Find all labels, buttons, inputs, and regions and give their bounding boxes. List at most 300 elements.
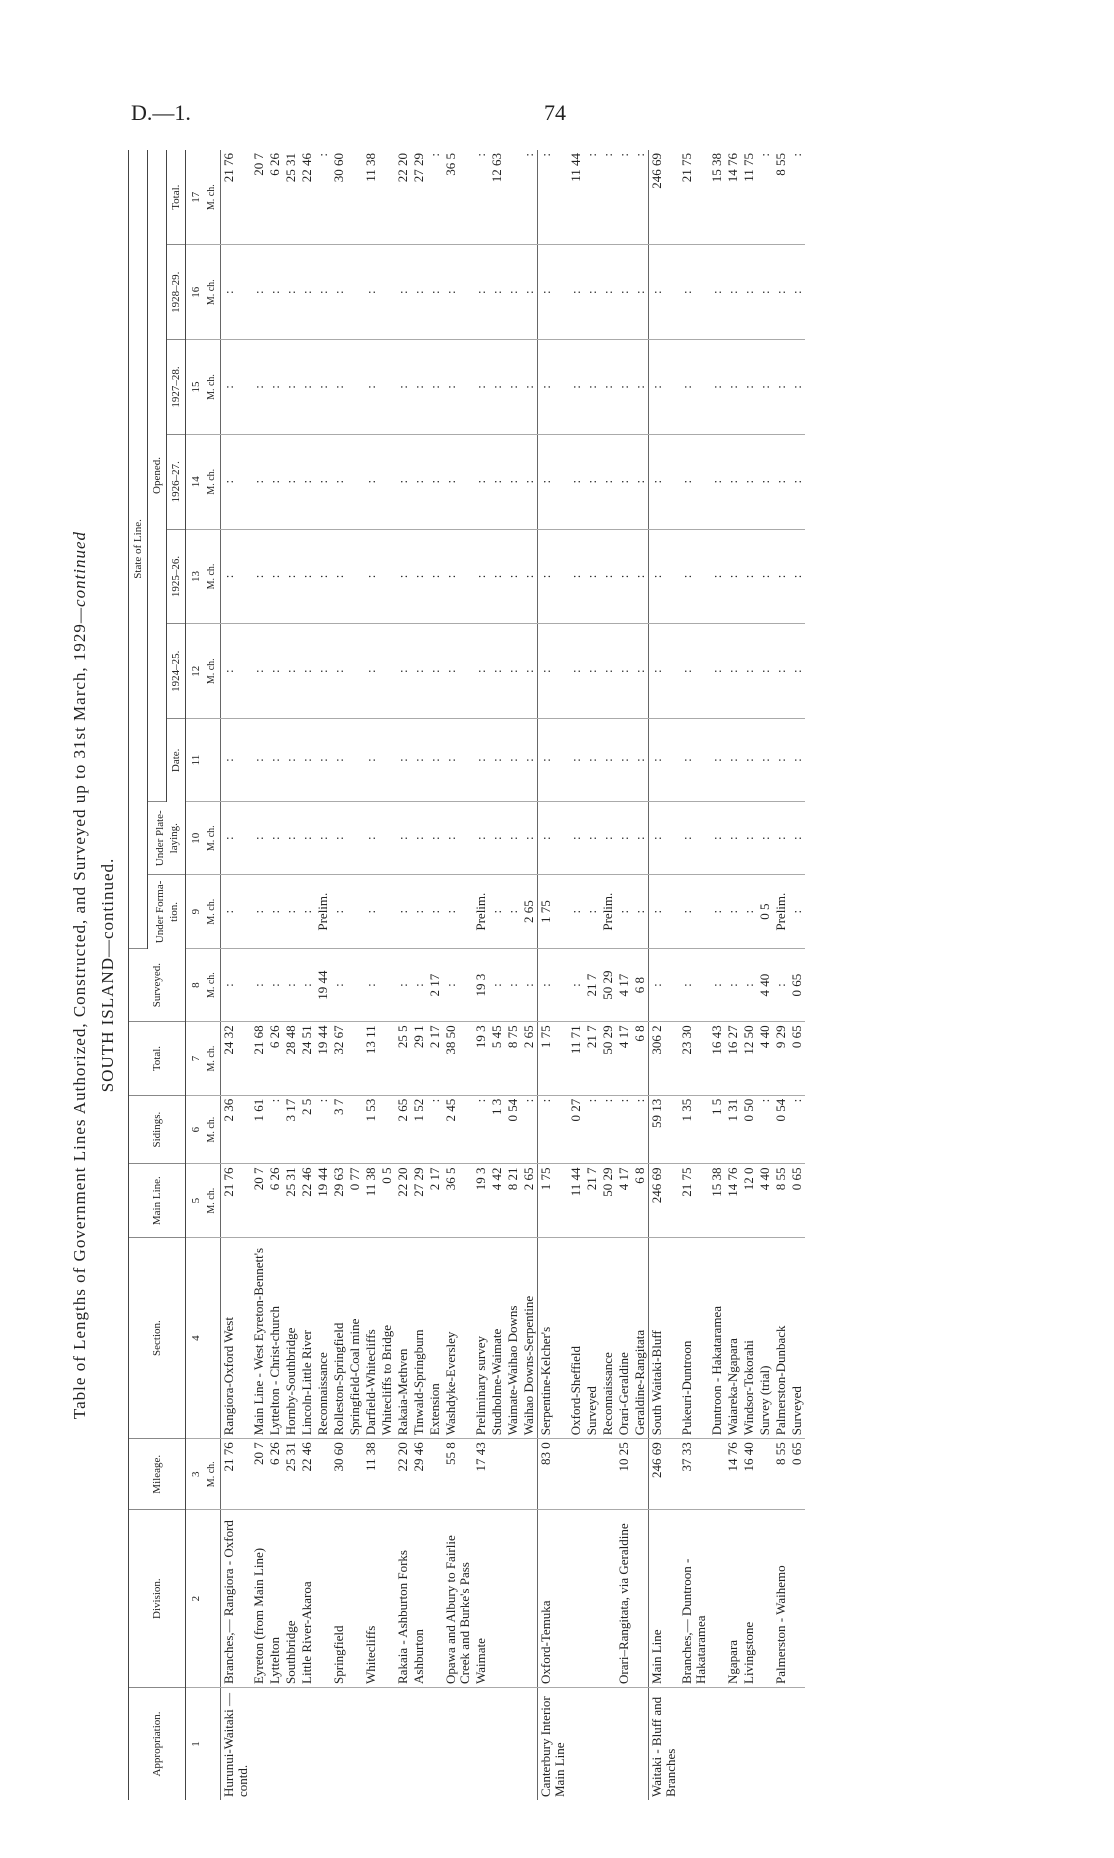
cell-under-formation: 2 65 [521,875,538,948]
header-total: Total. [129,1022,186,1095]
cell-under-platelaying: : [443,802,473,875]
cell-opened-total: 21 76 [221,150,252,245]
cell-main-line: 22 20 [395,1164,411,1237]
cell-main-line: 12 0 [741,1164,757,1237]
cell-section: Main Line - West Eyreton-Bennett's [251,1237,267,1438]
cell-y1924: : [267,624,283,719]
cell-main-line: 6 26 [267,1164,283,1237]
cell-appropriation [427,1687,443,1800]
cell-under-formation: : [649,875,680,948]
units-row [204,150,221,1800]
cell-under-platelaying: : [473,802,489,875]
cell-total: 2 17 [427,1022,443,1095]
cell-under-formation: : [789,875,805,948]
table-row [299,150,315,1800]
cell-mileage: 20 7 [251,1439,267,1510]
cell-sidings: : [267,1095,283,1164]
cell-mileage: 22 20 [395,1439,411,1510]
unit-label: M. ch. [204,529,221,624]
cell-division: Waimate [473,1510,489,1688]
cell-y1928: : [489,245,505,340]
cell-date: : [395,719,411,802]
cell-y1927: : [584,340,600,435]
cell-y1925: : [616,529,632,624]
cell-date: : [600,719,616,802]
cell-surveyed: 0 65 [789,948,805,1021]
cell-y1927: : [616,340,632,435]
column-number: 12 [186,624,205,719]
cell-y1924: : [584,624,600,719]
column-number: 7 [186,1022,205,1095]
cell-total: 4 17 [616,1022,632,1095]
table-row [632,150,649,1800]
cell-y1925: : [473,529,489,624]
header-under-formation: Under Forma-tion. [148,875,186,948]
cell-date: : [267,719,283,802]
cell-date: : [505,719,521,802]
cell-mileage [315,1439,331,1510]
cell-opened-total: 6 26 [267,150,283,245]
cell-division: Livingstone [741,1510,757,1688]
cell-under-platelaying: : [773,802,789,875]
cell-under-formation: : [616,875,632,948]
cell-y1924: : [427,624,443,719]
cell-y1924: : [411,624,427,719]
cell-under-formation: Prelim. [473,875,489,948]
cell-sidings: 2 65 [395,1095,411,1164]
cell-total: 21 7 [584,1022,600,1095]
cell-y1926: : [473,434,489,529]
cell-opened-total: 21 75 [679,150,709,245]
cell-date: : [568,719,584,802]
cell-opened-total: : [538,150,569,245]
table-row [538,150,569,1800]
cell-appropriation [773,1687,789,1800]
cell-date: : [299,719,315,802]
cell-appropriation [331,1687,347,1800]
header-year-1927: 1927–28. [167,340,186,435]
cell-under-platelaying: : [679,802,709,875]
cell-mileage: 8 55 [773,1439,789,1510]
table-row [489,150,505,1800]
column-number: 11 [186,719,205,802]
cell-under-platelaying: : [411,802,427,875]
cell-division: Oxford-Temuka [538,1510,569,1688]
cell-main-line: 19 3 [473,1164,489,1237]
table-row [725,150,741,1800]
cell-under-platelaying: : [568,802,584,875]
cell-date: : [221,719,252,802]
document-reference: D.—1. [131,100,191,125]
cell-y1924: : [789,624,805,719]
cell-opened-total: : [600,150,616,245]
cell-appropriation [299,1687,315,1800]
cell-y1927: : [679,340,709,435]
header-mileage: Mileage. [129,1439,186,1510]
cell-total: 306 2 [649,1022,680,1095]
cell-mileage [600,1439,616,1510]
cell-y1927: : [521,340,538,435]
cell-total: 16 43 [709,1022,725,1095]
table-row [649,150,680,1800]
cell-date: : [427,719,443,802]
cell-y1926: : [489,434,505,529]
cell-y1927: : [251,340,267,435]
cell-y1926: : [568,434,584,529]
cell-date [379,719,395,802]
unit-label: M. ch. [204,875,221,948]
cell-sidings: : [789,1095,805,1164]
header-opened: Opened. [148,150,167,802]
cell-under-platelaying: : [331,802,347,875]
cell-section: Rolleston-Springfield [331,1237,347,1438]
table-row [773,150,789,1800]
cell-y1927: : [649,340,680,435]
cell-date: : [251,719,267,802]
cell-mileage: 6 26 [267,1439,283,1510]
cell-y1925: : [443,529,473,624]
cell-mileage: 55 8 [443,1439,473,1510]
cell-mileage [505,1439,521,1510]
cell-sidings: 2 36 [221,1095,252,1164]
cell-y1928: : [299,245,315,340]
cell-y1924: : [757,624,773,719]
cell-division [427,1510,443,1688]
cell-surveyed: 21 7 [584,948,600,1021]
cell-section: South Waitaki-Bluff [649,1237,680,1438]
cell-y1927: : [283,340,299,435]
cell-mileage: 14 76 [725,1439,741,1510]
cell-total: 2 65 [521,1022,538,1095]
cell-division [521,1510,538,1688]
cell-opened-total: : [616,150,632,245]
cell-opened-total: : [632,150,649,245]
table-row [741,150,757,1800]
cell-division: Ngapara [725,1510,741,1688]
cell-sidings: 0 50 [741,1095,757,1164]
cell-y1924: : [283,624,299,719]
cell-section: Pukeuri-Duntroon [679,1237,709,1438]
cell-section: Orari-Geraldine [616,1237,632,1438]
cell-mileage: 16 40 [741,1439,757,1510]
cell-y1927: : [267,340,283,435]
cell-section: Waihao Downs-Serpentine [521,1237,538,1438]
cell-section: Oxford-Sheffield [568,1237,584,1438]
table-row [789,150,805,1800]
cell-under-formation: 0 5 [757,875,773,948]
header-state-of-line: State of Line. [129,150,148,948]
cell-total: 25 5 [395,1022,411,1095]
header-division: Division. [129,1510,186,1688]
cell-opened-total: : [427,150,443,245]
cell-total: 24 51 [299,1022,315,1095]
header-appropriation: Appropriation. [129,1687,186,1800]
cell-y1927: : [632,340,649,435]
table-row [427,150,443,1800]
cell-y1926: : [632,434,649,529]
header-opened-total: Total. [167,150,186,245]
cell-y1926: : [725,434,741,529]
cell-main-line: 4 42 [489,1164,505,1237]
cell-appropriation [363,1687,379,1800]
cell-y1925: : [649,529,680,624]
table-row [411,150,427,1800]
cell-y1924 [347,624,363,719]
cell-section: Surveyed [584,1237,600,1438]
unit-label: M. ch. [204,802,221,875]
cell-y1925: : [757,529,773,624]
cell-sidings: 1 31 [725,1095,741,1164]
cell-y1926: : [789,434,805,529]
cell-main-line: 11 38 [363,1164,379,1237]
cell-sidings: : [473,1095,489,1164]
cell-y1924: : [473,624,489,719]
column-number: 17 [186,150,205,245]
cell-y1925 [347,529,363,624]
cell-y1924: : [538,624,569,719]
page-number: 74 [544,100,566,125]
cell-under-platelaying: : [757,802,773,875]
table-body [186,150,806,1800]
cell-surveyed: : [649,948,680,1021]
cell-y1928: : [709,245,725,340]
cell-y1926: : [584,434,600,529]
cell-y1928: : [395,245,411,340]
cell-under-platelaying: : [283,802,299,875]
cell-mileage [757,1439,773,1510]
cell-under-platelaying [347,802,363,875]
column-number: 5 [186,1164,205,1237]
cell-section: Serpentine-Kelcher's [538,1237,569,1438]
cell-date: : [679,719,709,802]
cell-opened-total: 22 46 [299,150,315,245]
cell-surveyed: 19 44 [315,948,331,1021]
cell-under-formation: : [632,875,649,948]
cell-y1928: : [473,245,489,340]
cell-main-line: 11 44 [568,1164,584,1237]
cell-surveyed: : [411,948,427,1021]
cell-under-formation [379,875,395,948]
cell-y1925: : [584,529,600,624]
cell-y1926: : [443,434,473,529]
cell-date: : [538,719,569,802]
cell-main-line: 19 44 [315,1164,331,1237]
cell-y1926: : [600,434,616,529]
cell-sidings: 0 54 [505,1095,521,1164]
cell-sidings: : [427,1095,443,1164]
cell-y1924: : [443,624,473,719]
cell-y1924: : [741,624,757,719]
cell-y1925: : [299,529,315,624]
cell-y1926: : [251,434,267,529]
cell-opened-total: 14 76 [725,150,741,245]
cell-main-line: 50 29 [600,1164,616,1237]
cell-y1928: : [363,245,379,340]
cell-y1926: : [709,434,725,529]
cell-sidings: 1 52 [411,1095,427,1164]
cell-section: Preliminary survey [473,1237,489,1438]
cell-mileage: 10 25 [616,1439,632,1510]
cell-appropriation [251,1687,267,1800]
table-row [347,150,363,1800]
cell-opened-total: 25 31 [283,150,299,245]
cell-section: Springfield-Coal mine [347,1237,363,1438]
cell-date: : [632,719,649,802]
column-number: 10 [186,802,205,875]
cell-y1924: : [221,624,252,719]
cell-date: : [489,719,505,802]
cell-main-line: 4 40 [757,1164,773,1237]
cell-y1924: : [725,624,741,719]
table-row [395,150,411,1800]
cell-surveyed: : [505,948,521,1021]
cell-sidings: : [632,1095,649,1164]
cell-sidings: : [521,1095,538,1164]
cell-total: 9 29 [773,1022,789,1095]
cell-under-formation: : [427,875,443,948]
cell-under-formation: : [709,875,725,948]
cell-section: Waimate-Waihao Downs [505,1237,521,1438]
cell-total: 4 40 [757,1022,773,1095]
column-number: 13 [186,529,205,624]
cell-y1925: : [789,529,805,624]
cell-y1928: : [331,245,347,340]
cell-appropriation [505,1687,521,1800]
cell-y1927: : [489,340,505,435]
cell-date: : [616,719,632,802]
cell-date: : [709,719,725,802]
cell-y1924: : [395,624,411,719]
cell-y1928: : [568,245,584,340]
cell-division [347,1510,363,1688]
cell-y1925: : [505,529,521,624]
cell-division: Branches,— Duntroon - Hakataramea [679,1510,709,1688]
cell-y1925: : [411,529,427,624]
cell-y1927: : [789,340,805,435]
cell-surveyed: 2 17 [427,948,443,1021]
cell-surveyed: : [568,948,584,1021]
cell-under-platelaying: : [299,802,315,875]
table-row [505,150,521,1800]
cell-date: : [789,719,805,802]
cell-opened-total: 30 60 [331,150,347,245]
header-main-line: Main Line. [129,1164,186,1237]
table-row [379,150,395,1800]
cell-y1928: : [267,245,283,340]
cell-under-formation: : [411,875,427,948]
rotated-table-page [50,150,1050,1800]
cell-appropriation [600,1687,616,1800]
cell-main-line: 36 5 [443,1164,473,1237]
cell-total: 13 11 [363,1022,379,1095]
cell-division [584,1510,600,1688]
cell-y1924: : [568,624,584,719]
cell-under-formation: : [363,875,379,948]
cell-section: Windsor-Tokorahi [741,1237,757,1438]
table-row [568,150,584,1800]
cell-y1928: : [505,245,521,340]
cell-y1924 [379,624,395,719]
cell-opened-total: 11 75 [741,150,757,245]
cell-sidings: : [584,1095,600,1164]
cell-under-platelaying: : [616,802,632,875]
cell-surveyed: 19 3 [473,948,489,1021]
cell-division: Whitecliffs [363,1510,379,1688]
cell-section: Studholme-Waimate [489,1237,505,1438]
cell-opened-total: 12 63 [489,150,505,245]
table-title [70,150,90,1800]
cell-mileage: 11 38 [363,1439,379,1510]
cell-section: Reconnaissance [600,1237,616,1438]
cell-total: 24 32 [221,1022,252,1095]
table-row [331,150,347,1800]
cell-opened-total: 8 55 [773,150,789,245]
cell-y1928: : [789,245,805,340]
cell-appropriation [568,1687,584,1800]
cell-mileage: 25 31 [283,1439,299,1510]
cell-date: : [331,719,347,802]
cell-y1927: : [757,340,773,435]
cell-main-line: 25 31 [283,1164,299,1237]
cell-division [709,1510,725,1688]
cell-y1926: : [741,434,757,529]
header-year-1926: 1926–27. [167,434,186,529]
cell-y1925: : [538,529,569,624]
cell-section: Survey (trial) [757,1237,773,1438]
cell-appropriation [283,1687,299,1800]
cell-sidings: : [757,1095,773,1164]
cell-date: : [773,719,789,802]
cell-date: : [363,719,379,802]
cell-section: Washdyke-Eversley [443,1237,473,1438]
column-number: 16 [186,245,205,340]
cell-total: 0 65 [789,1022,805,1095]
column-number: 6 [186,1095,205,1164]
cell-y1925: : [709,529,725,624]
cell-appropriation [679,1687,709,1800]
cell-opened-total: : [315,150,331,245]
cell-division: Ashburton [411,1510,427,1688]
cell-y1925 [379,529,395,624]
cell-surveyed: : [679,948,709,1021]
cell-main-line: 0 77 [347,1164,363,1237]
table-title-main: Table of Lengths of Government Lines Authorized, Constructed, and Surveyed up to 31st March, 1929 [70,623,89,1420]
cell-opened-total: 246 69 [649,150,680,245]
cell-surveyed: : [363,948,379,1021]
cell-division: Lyttelton [267,1510,283,1688]
cell-total: 6 26 [267,1022,283,1095]
cell-under-platelaying: : [505,802,521,875]
cell-main-line: 21 7 [584,1164,600,1237]
cell-appropriation [632,1687,649,1800]
cell-y1928: : [521,245,538,340]
cell-appropriation [521,1687,538,1800]
cell-section: Surveyed [789,1237,805,1438]
cell-y1928: : [427,245,443,340]
cell-date: : [521,719,538,802]
cell-total: 1 75 [538,1022,569,1095]
cell-y1926 [347,434,363,529]
cell-division: Palmerston - Waihemo [773,1510,789,1688]
cell-under-formation: : [299,875,315,948]
cell-y1926: : [283,434,299,529]
unit-label: M. ch. [204,245,221,340]
cell-sidings: 1 61 [251,1095,267,1164]
cell-section: Lincoln-Little River [299,1237,315,1438]
cell-mileage [427,1439,443,1510]
unit-label: M. ch. [204,1095,221,1164]
cell-total: 5 45 [489,1022,505,1095]
